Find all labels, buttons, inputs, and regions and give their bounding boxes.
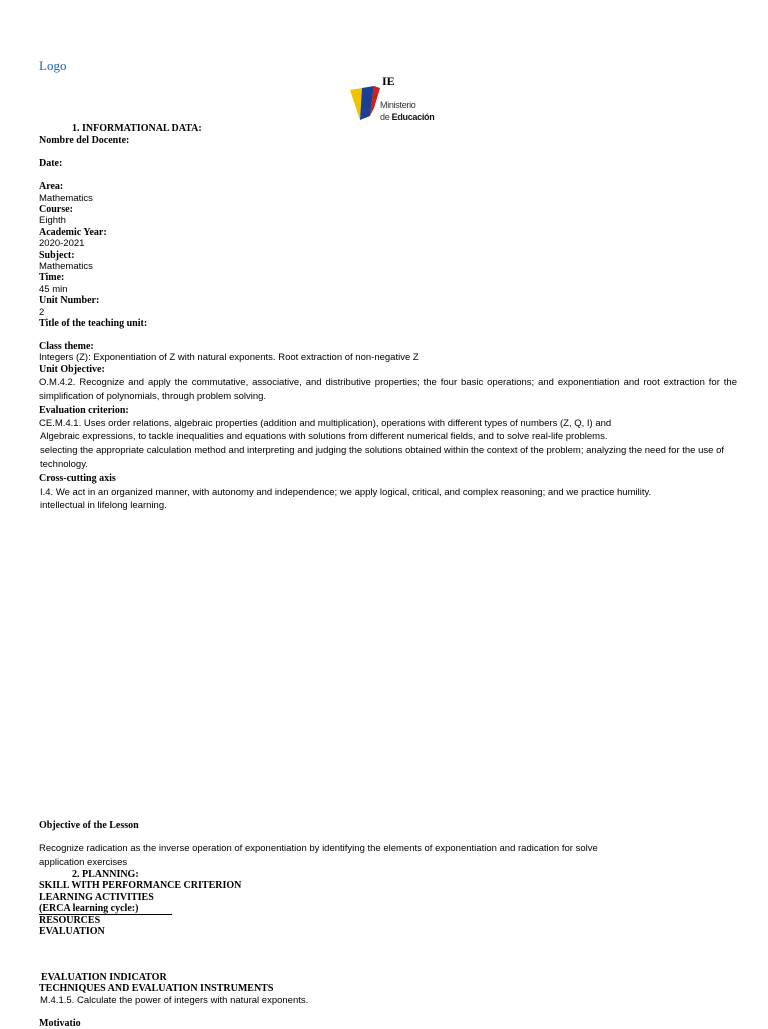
course-label: Course:	[39, 204, 73, 215]
skill-heading: SKILL WITH PERFORMANCE CRITERION	[39, 880, 242, 891]
techniques-heading: TECHNIQUES AND EVALUATION INSTRUMENTS	[39, 983, 274, 994]
lesson-objective-label: Objective of the Lesson	[39, 820, 139, 831]
unit-objective-label: Unit Objective:	[39, 364, 105, 375]
subject-value: Mathematics	[39, 261, 93, 272]
ministry-emblem-icon	[348, 86, 382, 122]
course-value: Eighth	[39, 215, 66, 226]
ministry-name-line1: Ministerio	[380, 100, 416, 110]
academic-year-label: Academic Year:	[39, 227, 107, 238]
evaluation-indicator-heading: EVALUATION INDICATOR	[41, 972, 167, 983]
indicator-m415: M.4.1.5. Calculate the power of integers with natural exponents.	[40, 995, 309, 1006]
area-label: Area:	[39, 181, 64, 192]
subject-label: Subject:	[39, 250, 75, 261]
evaluation-heading: EVALUATION	[39, 926, 105, 937]
unit-number-value: 2	[39, 307, 45, 318]
academic-year-value: 2020-2021	[39, 238, 85, 249]
motivation-heading: Motivatio	[39, 1018, 81, 1029]
evaluation-criterion-line1: CE.M.4.1. Uses order relations, algebraic properties (addition and multiplication), operations with different types of numbers (Z, Q, I) and	[39, 418, 612, 429]
unit-objective-value: O.M.4.2. Recognize and apply the commutative, associative, and distributive properties; the four basic operations; and exponentiation and root extraction for the simplification of polynomials, through problem solving.	[39, 377, 737, 402]
section1-title: 1. INFORMATIONAL DATA:	[72, 123, 202, 134]
time-label: Time:	[39, 272, 65, 283]
teacher-label: Nombre del Docente:	[39, 135, 130, 146]
lesson-objective-value: Recognize radication as the inverse operation of exponentiation by identifying the elements of exponentiation and radication for solve application exercises	[39, 843, 598, 868]
ministry-name-line2: de Educación	[380, 112, 435, 122]
cross-cutting-axis-line2: intellectual in lifelong learning.	[40, 500, 167, 511]
time-value: 45 min	[39, 284, 68, 295]
cross-cutting-axis-label: Cross-cutting axis	[39, 473, 116, 484]
resources-heading: RESOURCES	[39, 915, 101, 926]
logo-link[interactable]: Logo	[39, 58, 67, 73]
area-value: Mathematics	[39, 193, 93, 204]
evaluation-criterion-label: Evaluation criterion:	[39, 405, 129, 416]
learning-activities-heading: LEARNING ACTIVITIES	[39, 892, 154, 903]
evaluation-criterion-line2: Algebraic expressions, to tackle inequalities and equations with solutions from different numerical fields, and to solve real-life problems.	[40, 431, 608, 442]
teaching-unit-title-label: Title of the teaching unit:	[39, 318, 148, 329]
class-theme-value: Integers (Z): Exponentiation of Z with natural exponents. Root extraction of non-negative Z	[39, 352, 419, 363]
date-label: Date:	[39, 158, 63, 169]
cross-cutting-axis-line1: I.4. We act in an organized manner, with autonomy and independence; we apply logical, critical, and complex reasoning; and we practice humility.	[40, 487, 652, 498]
ie-label: IE	[382, 74, 395, 88]
evaluation-criterion-line3: selecting the appropriate calculation method and interpreting and judging the solutions obtained within the context of the problem; analyzing the need for the use of technology.	[40, 445, 724, 470]
erca-cycle-heading: (ERCA learning cycle:)	[39, 903, 172, 915]
class-theme-label: Class theme:	[39, 341, 94, 352]
unit-number-label: Unit Number:	[39, 295, 100, 306]
section2-title: 2. PLANNING:	[72, 869, 139, 880]
